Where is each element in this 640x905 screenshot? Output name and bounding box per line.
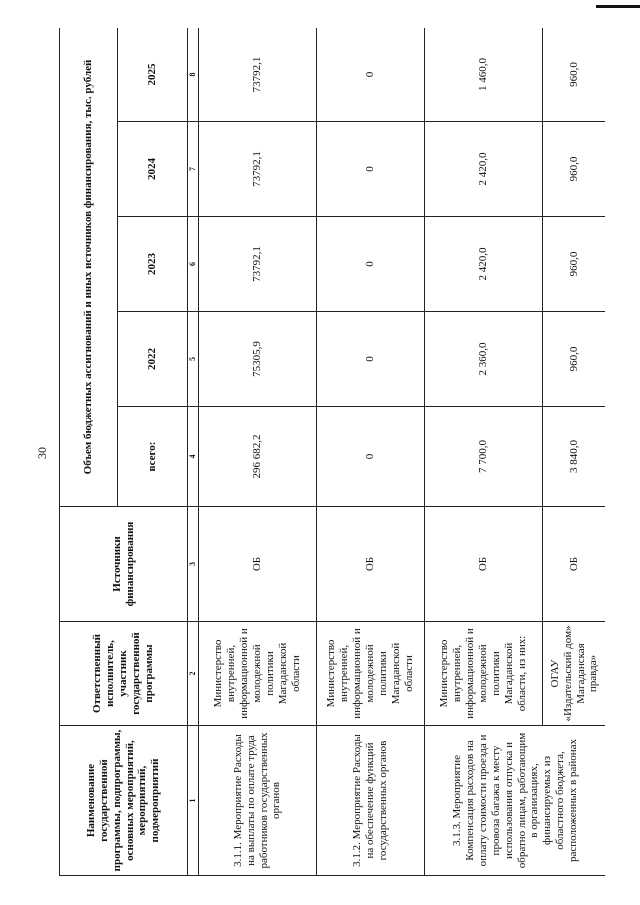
header-year-2022: 2022	[118, 312, 188, 407]
row-value-2025: 1 460,0	[425, 28, 543, 122]
row-executor: Министерство внутренней, информационной и молодежной политики Магаданской области	[317, 622, 425, 726]
row-name: 3.1.1. Мероприятие Расходы на выплаты по оплате труда работников государственных органов	[199, 726, 317, 876]
table-row	[199, 28, 317, 876]
table-row	[317, 28, 425, 876]
row-name: 3.1.3. Мероприятие Компенсация расходов на оплату стоимости проезда и провоза багажа к месту использования отпуска и обратно лицам, работающим в организациях, финансируемых из областного бюджета, расположенных в районах	[425, 726, 606, 876]
row-total: 7 700,0	[425, 407, 543, 507]
header-name: Наименование государственной программы, подпрограммы, основных мероприятий, мероприятий, подмероприятий	[60, 726, 188, 876]
row-total: 0	[317, 407, 425, 507]
row-value-2025: 960,0	[543, 28, 606, 122]
row-source: ОБ	[317, 507, 425, 622]
row-total: 296 682,2	[199, 407, 317, 507]
row-value-2025: 73792,1	[199, 28, 317, 122]
budget-table	[59, 28, 605, 876]
table-row	[425, 28, 543, 876]
column-number: 6	[188, 217, 199, 312]
row-name: 3.1.2. Мероприятие Расходы на обеспечение функций государственных органов	[317, 726, 425, 876]
row-value-2024: 960,0	[543, 122, 606, 217]
row-executor: Министерство внутренней, информационной и молодежной политики Магаданской области, из них:	[425, 622, 543, 726]
top-rule	[596, 5, 640, 8]
row-source: ОБ	[199, 507, 317, 622]
row-value-2023: 73792,1	[199, 217, 317, 312]
row-value-2025: 0	[317, 28, 425, 122]
header-year-2024: 2024	[118, 122, 188, 217]
column-number: 2	[188, 622, 199, 726]
row-value-2023: 0	[317, 217, 425, 312]
column-number: 3	[188, 507, 199, 622]
row-source: ОБ	[543, 507, 606, 622]
column-number: 1	[188, 726, 199, 876]
header-executor: Ответственный исполнитель, участник государственной программы	[60, 622, 188, 726]
header-total: всего:	[118, 407, 188, 507]
column-number: 4	[188, 407, 199, 507]
header-source: Источники финансирования	[60, 507, 188, 622]
document-page	[59, 28, 605, 876]
header-year-2025: 2025	[118, 28, 188, 122]
row-value-2022: 75305,9	[199, 312, 317, 407]
row-value-2024: 73792,1	[199, 122, 317, 217]
column-number: 8	[188, 28, 199, 122]
rotated-sheet	[59, 28, 605, 876]
header-volume: Объем бюджетных ассигнований и иных источников финансирования, тыс. рублей	[60, 28, 118, 507]
row-value-2024: 0	[317, 122, 425, 217]
column-number: 5	[188, 312, 199, 407]
row-value-2023: 2 420,0	[425, 217, 543, 312]
row-total: 3 840,0	[543, 407, 606, 507]
header-year-2023: 2023	[118, 217, 188, 312]
column-number-row	[188, 28, 199, 876]
row-value-2022: 2 360,0	[425, 312, 543, 407]
page-number: 30	[35, 447, 49, 459]
row-executor: Министерство внутренней, информационной и молодежной политики Магаданской области	[199, 622, 317, 726]
row-executor: ОГАУ «Издательский дом» Магаданская правда»	[543, 622, 606, 726]
header-row-1	[60, 28, 118, 876]
row-value-2022: 960,0	[543, 312, 606, 407]
row-source: ОБ	[425, 507, 543, 622]
row-value-2023: 960,0	[543, 217, 606, 312]
row-value-2024: 2 420,0	[425, 122, 543, 217]
row-value-2022: 0	[317, 312, 425, 407]
column-number: 7	[188, 122, 199, 217]
